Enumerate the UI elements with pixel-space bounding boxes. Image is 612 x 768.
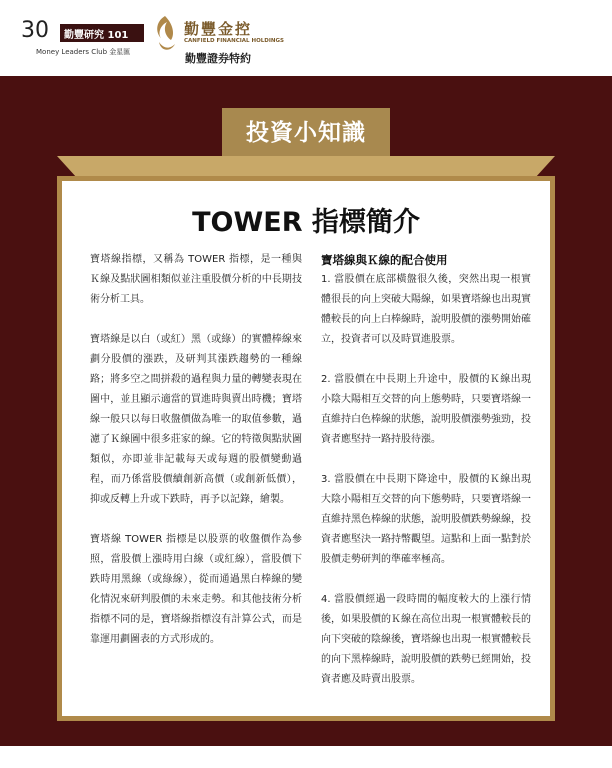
left-column bbox=[90, 250, 302, 670]
right-column bbox=[321, 250, 531, 710]
left-paragraph-2: 寶塔線是以白（或紅）黑（或綠）的實體棒線來劃分股價的漲跌，及研判其漲跌趨勢的一種線路；將多空之間拼殺的過程與力量的轉變表現在圖中，並且顯示適當的買進時與賣出時機；寶塔線一般只以每日收盤價做為唯一的取值參數，過濾了Ｋ線圖中很多莊家的線。它的特徵與點狀圖類似，亦即並非記載每天或每週的股價變動過程，而乃係當股價續創新高價（或創新低價），抑或反轉上升或下跌時，再予以記錄，繪製。 bbox=[90, 334, 302, 505]
article-title: TOWER 指標簡介 bbox=[192, 207, 420, 238]
brand-english: CANFIELD FINANCIAL HOLDINGS bbox=[184, 38, 284, 44]
gold-trapezoid bbox=[57, 156, 555, 178]
canfield-logo-icon bbox=[151, 14, 179, 54]
right-paragraph-1: 1. 當股價在底部橫盤很久後，突然出現一根實體很長的向上突破大陽線，如果寶塔線也出現實體較長的向上白棒線時，說明股價的漲勢開始確立，投資者可以及時買進股票。 bbox=[321, 274, 531, 345]
page-footer bbox=[0, 746, 612, 768]
right-paragraph-3: 3. 當股價在中長期下降途中，股價的Ｋ線出現大陰小陽相互交替的向下態勢時，只要寶塔線一直維持黑色棒線的狀態，說明股價跌勢線線，投資者應堅決一路持幣觀望。這點和上面一點對於股價走勢研判的準確率極高。 bbox=[321, 474, 531, 565]
right-paragraph-2: 2. 當股價在中長期上升途中，股價的Ｋ線出現小陰大陽相互交替的向上態勢時，只要寶塔線一直維持白色棒線的狀態，說明股價漲勢強勁，投資者應堅持一路持股待漲。 bbox=[321, 374, 531, 445]
right-paragraph-4: 4. 當股價經過一段時間的幅度較大的上漲行情後，如果股價的Ｋ線在高位出現一根實體較長的向下突破的陰線後，寶塔線也出現一根實體較長的向下黑棒線時，說明股價的跌勢已經開始，投資者應及時賣出股票。 bbox=[321, 594, 531, 685]
banner-title: 投資小知識 bbox=[246, 120, 366, 146]
page-header bbox=[0, 0, 612, 76]
header-subtitle: Money Leaders Club 金星匯 bbox=[36, 48, 131, 56]
left-paragraph-3: 寶塔線 TOWER 指標是以股票的收盤價作為參照，當股價上漲時用白線（或紅線），當股價下跌時用黑線（或綠線），從而通過黑白棒線的變化情況來研判股價的未來走勢。和其他技術分析指標不同的是，寶塔線指標沒有計算公式，而是靠運用劃圖表的方式形成的。 bbox=[90, 534, 302, 645]
special-label: 勤豐證券特約 bbox=[185, 52, 251, 65]
left-paragraph-1: 寶塔線指標，又稱為 TOWER 指標，是一種與Ｋ線及點狀圖相類似並注重股價分析的中長期技術分析工具。 bbox=[90, 254, 302, 305]
right-heading: 寶塔線與Ｋ線的配合使用 bbox=[321, 253, 448, 267]
series-label: 勤豐研究 101 bbox=[64, 30, 129, 41]
page-number: 30 bbox=[21, 18, 49, 43]
brand-name: 勤豐金控 bbox=[184, 20, 253, 38]
